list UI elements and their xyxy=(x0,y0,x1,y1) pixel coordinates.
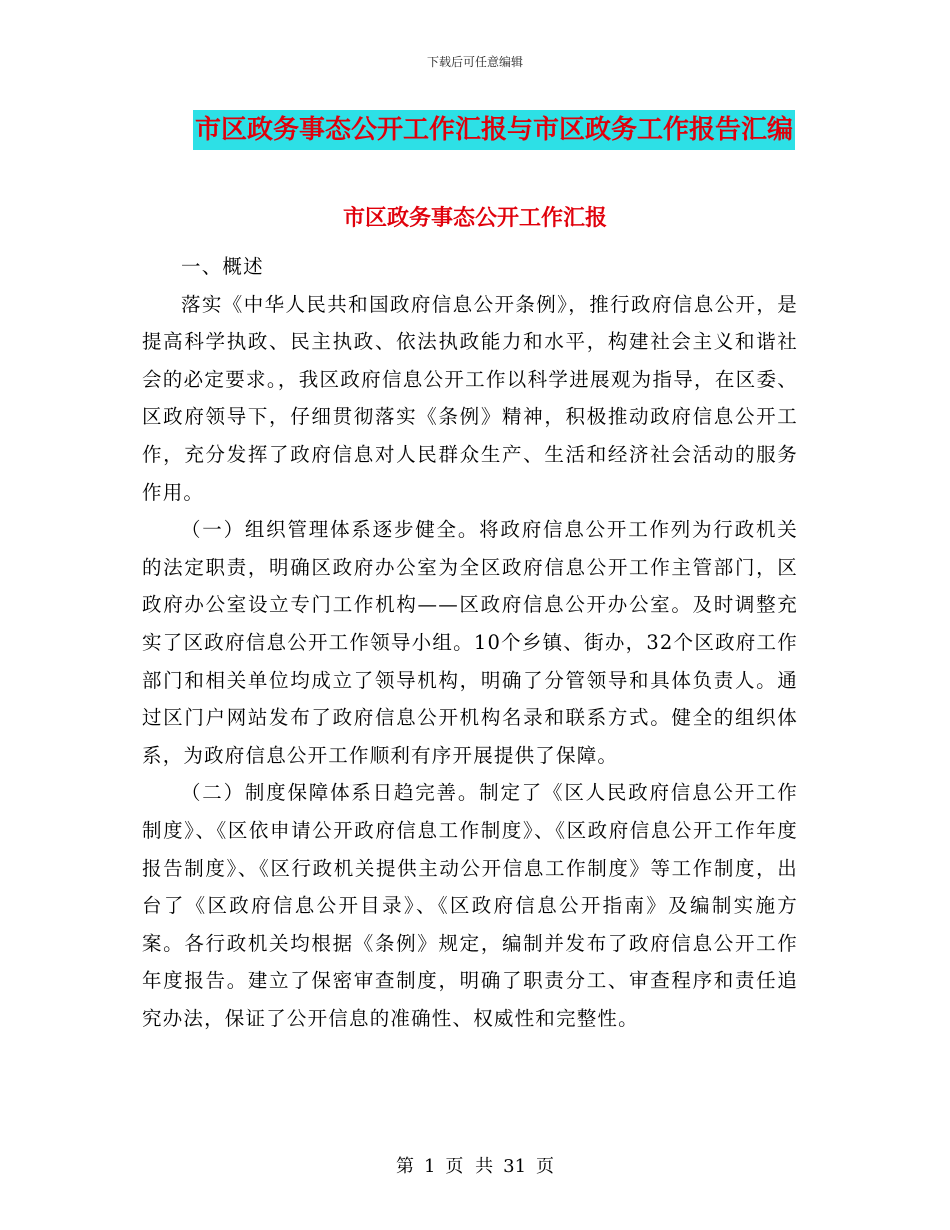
page-footer xyxy=(0,1152,950,1178)
document-body xyxy=(142,248,798,1037)
page-suffix: 页 xyxy=(536,1156,555,1177)
document-title: 市区政务事态公开工作汇报与市区政务工作报告汇编 xyxy=(193,110,795,150)
paragraph-intro: 落实《中华人民共和国政府信息公开条例》，推行政府信息公开，是提高科学执政、民主执政、依法执政能力和水平，构建社会主义和谐社会的必定要求。，我区政府信息公开工作以科学进展观为指导，在区委、区政府领导下，仔细贯彻落实《条例》精神，积极推动政府信息公开工作，充分发挥了政府信息对人民群众生产、生活和经济社会活动的服务作用。 xyxy=(142,292,798,504)
header-note: 下载后可任意编辑 xyxy=(426,55,523,69)
paragraph-organization: （一）组织管理体系逐步健全。将政府信息公开工作列为行政机关的法定职责，明确区政府办公室为全区政府信息公开工作主管部门，区政府办公室设立专门工作机构——区政府信息公开办公室。及时调整充实了区政府信息公开工作领导小组。10个乡镇、街办，32个区政府工作部门和相关单位均成立了领导机构，明确了分管领导和具体负责人。通过区门户网站发布了政府信息公开机构名录和联系方式。健全的组织体系，为政府信息公开工作顺利有序开展提供了保障。 xyxy=(142,518,798,767)
section-title: 市区政务事态公开工作汇报 xyxy=(342,205,607,231)
heading-overview: 一、概述 xyxy=(181,255,264,278)
total-pages: 31 xyxy=(503,1156,527,1177)
page-number: 1 xyxy=(423,1156,436,1177)
page-mid: 页 共 xyxy=(445,1156,494,1177)
page-prefix: 第 xyxy=(395,1156,414,1177)
paragraph-system: （二）制度保障体系日趋完善。制定了《区人民政府信息公开工作制度》、《区依申请公开政府信息工作制度》、《区政府信息公开工作年度报告制度》、《区行政机关提供主动公开信息工作制度》等工作制度，出台了《区政府信息公开目录》、《区政府信息公开指南》及编制实施方案。各行政机关均根据《条例》规定，编制并发布了政府信息公开工作年度报告。建立了保密审查制度，明确了职责分工、审查程序和责任追究办法，保证了公开信息的准确性、权威性和完整性。 xyxy=(142,781,798,1030)
